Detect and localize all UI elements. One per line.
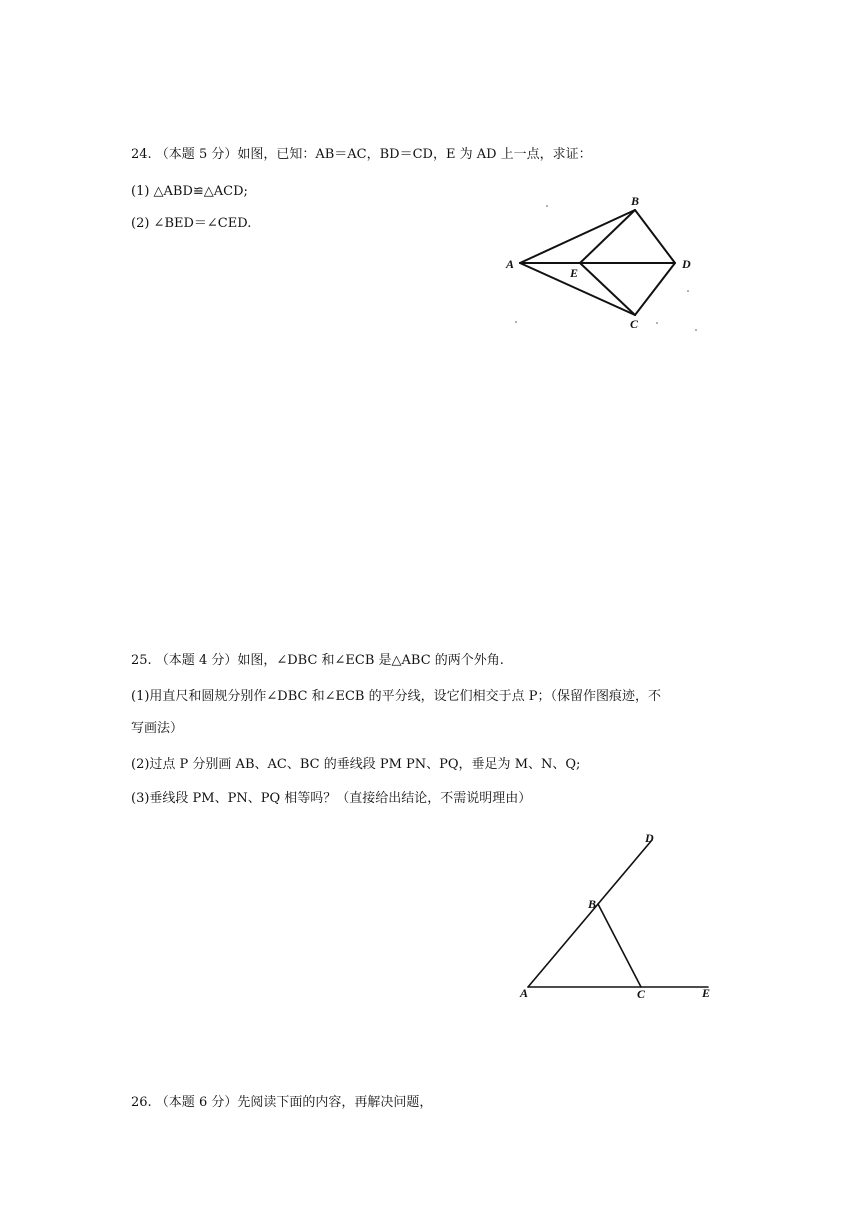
q25-part2: (2)过点 P 分别画 AB、AC、BC 的垂线段 PM PN、PQ，垂足为 M、N、Q; <box>131 757 581 772</box>
q25-heading: 25. （本题 4 分）如图，∠DBC 和∠ECB 是△ABC 的两个外角. <box>131 653 504 668</box>
label-A: A <box>506 257 515 271</box>
label-E: E <box>702 986 711 1000</box>
segment-EB <box>580 210 635 263</box>
speck <box>546 205 548 207</box>
label-E: E <box>570 266 579 280</box>
q24-part1: (1) △ABD≌△ACD; <box>131 184 248 199</box>
label-D: D <box>645 831 654 845</box>
speck <box>515 321 517 323</box>
q25-part3: (3)垂线段 PM、PN、PQ 相等吗？（直接给出结论，不需说明理由） <box>131 791 532 806</box>
q25-part1-line1: (1)用直尺和圆规分别作∠DBC 和∠ECB 的平分线，设它们相交于点 P；（保留作图痕迹，不 <box>131 689 661 704</box>
q25-part1-line2: 写画法） <box>131 721 184 736</box>
label-B: B <box>588 897 597 911</box>
q25-figure <box>510 825 720 1009</box>
label-C: C <box>637 987 646 1001</box>
label-D: D <box>682 257 691 271</box>
q24-figure <box>500 190 710 344</box>
speck <box>695 329 697 331</box>
segment-BD <box>635 210 675 263</box>
label-B: B <box>631 194 640 208</box>
label-C: C <box>630 317 639 331</box>
segment-CD <box>635 263 675 315</box>
segment-EC <box>580 263 635 315</box>
label-A: A <box>520 986 529 1000</box>
segment-AD <box>528 840 652 987</box>
q26-heading: 26. （本题 6 分）先阅读下面的内容，再解决问题， <box>131 1095 433 1110</box>
q24-part2: (2) ∠BED＝∠CED. <box>131 216 252 231</box>
q24-heading: 24. （本题 5 分）如图，已知：AB＝AC，BD＝CD，E 为 AD 上一点，求证： <box>131 147 592 162</box>
speck <box>656 322 658 324</box>
segment-AB <box>520 210 635 263</box>
segment-BC <box>598 904 641 987</box>
speck <box>687 290 689 292</box>
